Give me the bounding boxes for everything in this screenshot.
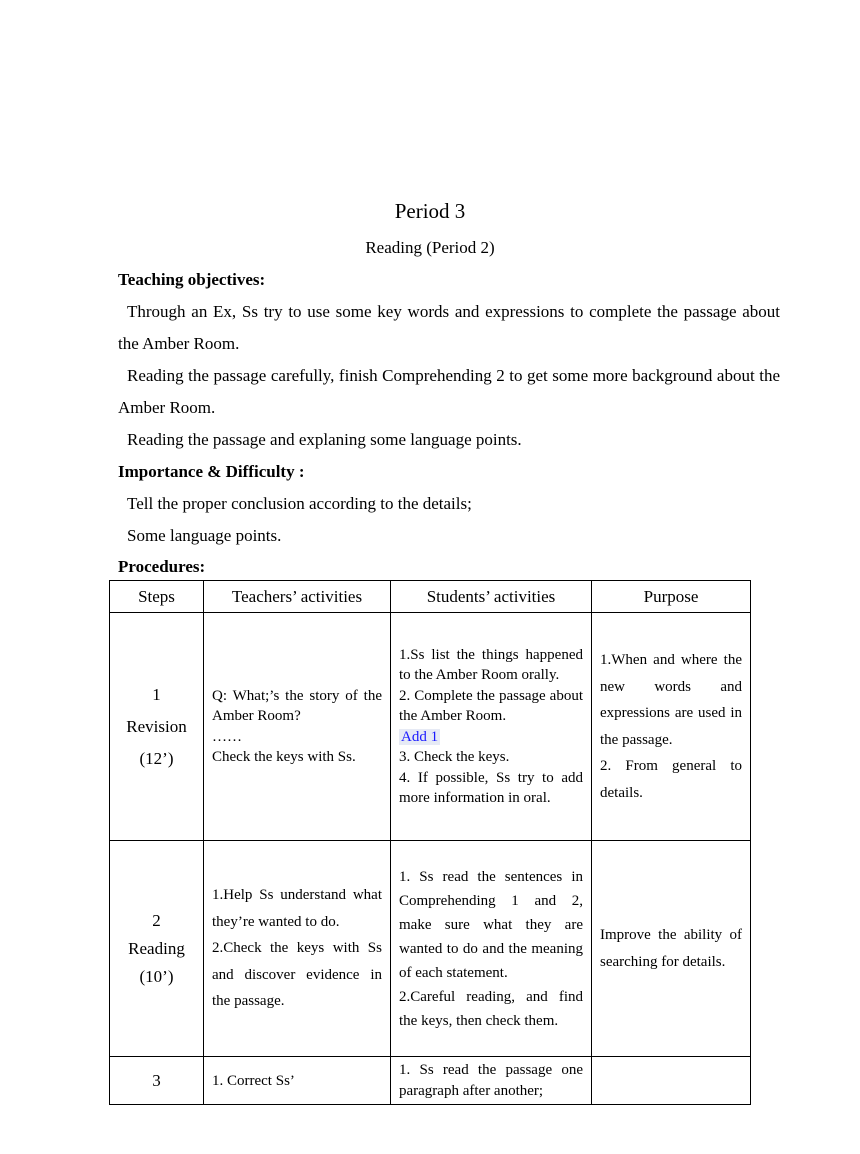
table-header-row — [110, 581, 751, 613]
students-activities-cell — [391, 1057, 592, 1105]
objective-item: Through an Ex, Ss try to use some key words and expressions to complete the passage about the Amber Room. — [118, 302, 780, 353]
page-subtitle: Reading (Period 2) — [365, 238, 495, 257]
student-activity: 2.Careful reading, and find the keys, then check them. — [399, 988, 583, 1029]
step-cell — [110, 613, 204, 841]
purpose-item: Improve the ability of searching for details. — [600, 927, 742, 970]
page-title: Period 3 — [394, 199, 466, 223]
purpose-item: 1.When and where the new words and expressions are used in the passage. — [600, 652, 742, 748]
column-header-teachers: Teachers’ activities — [204, 581, 391, 613]
step-number: 1 — [152, 684, 161, 704]
table-row — [110, 1057, 751, 1105]
column-header-students: Students’ activities — [391, 581, 592, 613]
step-time: (12’) — [139, 748, 174, 768]
step-cell — [110, 1057, 204, 1105]
students-activities-cell — [391, 613, 592, 841]
teacher-activities-cell — [204, 1057, 391, 1105]
student-activity: 4. If possible, Ss try to add more information in oral. — [399, 769, 583, 806]
table-row — [110, 841, 751, 1057]
step-name: Revision — [126, 716, 187, 736]
teacher-activities-cell — [204, 613, 391, 841]
step-number: 2 — [152, 910, 161, 930]
student-activity: 1. Ss read the sentences in Comprehending 1 and 2, make sure what they are wanted to do and the meaning of each statement. — [399, 868, 583, 981]
student-activity: 1.Ss list the things happened to the Amber Room orally. — [399, 646, 583, 683]
step-name: Reading — [128, 938, 185, 958]
student-activity: 1. Ss read the passage one paragraph after another; — [399, 1062, 583, 1099]
comment-highlight[interactable]: Add 1 — [401, 728, 439, 745]
teacher-activities-cell — [204, 841, 391, 1057]
importance-heading: Importance & Difficulty : — [118, 462, 305, 481]
teacher-activity: Check the keys with Ss. — [212, 749, 356, 765]
table-row — [110, 613, 751, 841]
teacher-activity: 1.Help Ss understand what they’re wanted to do. — [212, 887, 382, 930]
purpose-item: 2. From general to details. — [600, 758, 742, 801]
step-cell — [110, 841, 204, 1057]
objective-item: Reading the passage carefully, finish Comprehending 2 to get some more background about the Amber Room. — [118, 366, 780, 417]
column-header-steps: Steps — [110, 581, 204, 613]
procedures-table — [109, 580, 751, 1105]
importance-item: Tell the proper conclusion according to the details; — [127, 494, 472, 513]
purpose-cell — [592, 841, 751, 1057]
purpose-cell — [592, 1057, 751, 1105]
purpose-cell — [592, 613, 751, 841]
column-header-purpose: Purpose — [592, 581, 751, 613]
teacher-activity: Q: What;’s the story of the Amber Room? — [212, 687, 382, 724]
objectives-heading: Teaching objectives: — [118, 270, 266, 289]
procedures-heading: Procedures: — [118, 557, 206, 576]
student-activity: 2. Complete the passage about the Amber Room. — [399, 687, 583, 724]
student-activity: 3. Check the keys. — [399, 749, 510, 765]
teacher-activity: 2.Check the keys with Ss and discover evidence in the passage. — [212, 940, 382, 1010]
teacher-activity: …… — [212, 728, 242, 745]
importance-item: Some language points. — [127, 526, 282, 545]
teacher-activity: 1. Correct Ss’ — [212, 1072, 295, 1089]
students-activities-cell — [391, 841, 592, 1057]
step-time: (10’) — [139, 966, 174, 986]
step-number: 3 — [152, 1070, 161, 1090]
objective-item: Reading the passage and explaning some language points. — [127, 430, 522, 449]
